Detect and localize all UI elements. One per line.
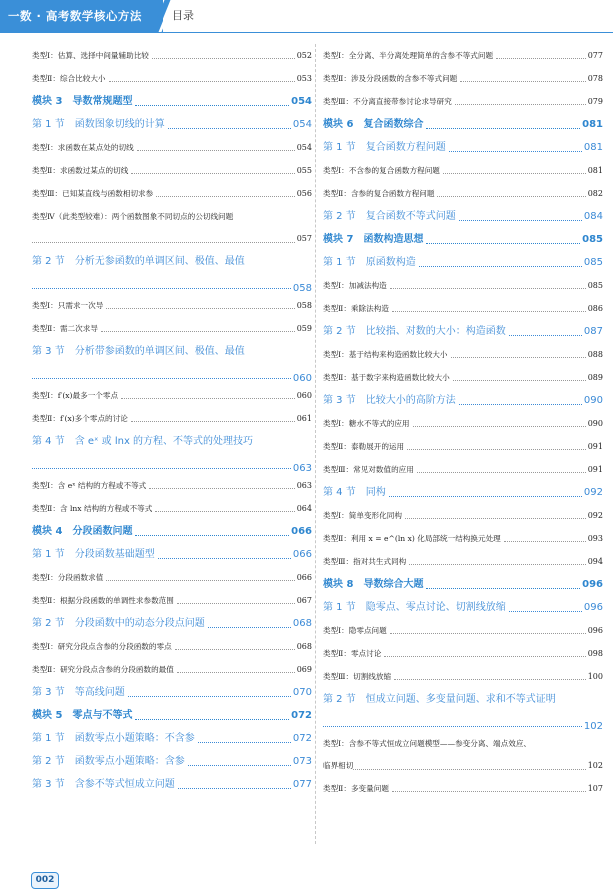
- toc-page-number: 054: [291, 96, 312, 107]
- toc-entry-title: 类型Ⅱ：含参的复合函数方程问题: [323, 189, 435, 198]
- toc-entry-title: 类型Ⅱ：零点讨论: [323, 649, 382, 658]
- column-divider: [315, 44, 316, 844]
- toc-type-entry[interactable]: [32, 497, 312, 520]
- toc-entry-title: 类型Ⅰ：求函数在某点处的切线: [32, 143, 134, 152]
- dot-leader: [152, 58, 295, 59]
- toc-page-number: 077: [292, 779, 312, 790]
- dot-leader: [413, 426, 586, 427]
- toc-module-entry[interactable]: [32, 704, 312, 727]
- toc-page-number: 072: [291, 710, 312, 721]
- toc-page-number: 093: [587, 534, 603, 543]
- dot-leader: [409, 564, 585, 565]
- dot-leader: [135, 105, 289, 106]
- toc-section-entry[interactable]: [323, 688, 603, 732]
- toc-page-number: 079: [587, 97, 603, 106]
- toc-type-entry[interactable]: [323, 619, 603, 642]
- toc-entry-title: 模块 8 导数综合大题: [323, 579, 424, 590]
- dot-leader: [460, 81, 585, 82]
- toc-entry-title: 类型Ⅳ（此类型较难）：两个函数图象不同切点的公切线问题: [32, 212, 234, 221]
- toc-entry-title: 类型Ⅱ：根据分段函数的单调性求参数范围: [32, 596, 174, 605]
- toc-entry-title: 类型Ⅰ：隐零点问题: [323, 626, 387, 635]
- toc-entry-title: 第 3 节 等高线问题: [32, 687, 125, 698]
- toc-page-number: 088: [587, 350, 603, 359]
- toc-page-number: 085: [587, 281, 603, 290]
- toc-page-number: 070: [292, 687, 312, 698]
- toc-section-entry[interactable]: [32, 681, 312, 704]
- toc-entry-title: 类型Ⅰ：加减法构造: [323, 281, 387, 290]
- dot-leader: [426, 588, 580, 589]
- toc-section-entry[interactable]: [32, 727, 312, 750]
- toc-page-number: 091: [587, 465, 603, 474]
- toc-entry-title: 类型Ⅱ：泰勒展开的运用: [323, 442, 405, 451]
- toc-entry-title: 第 4 节 含 eˣ 或 lnx 的方程、不等式的处理技巧: [32, 436, 254, 447]
- dot-leader: [323, 726, 582, 727]
- toc-entry-title: 类型Ⅱ：求函数过某点的切线: [32, 166, 129, 175]
- book-title: 一数 · 高考数学核心方法: [0, 0, 163, 32]
- toc-page-number: 054: [292, 119, 312, 130]
- toc-type-entry[interactable]: [32, 384, 312, 407]
- dot-leader: [504, 541, 586, 542]
- toc-page-number: 064: [296, 504, 312, 513]
- toc-page-number: 096: [583, 602, 603, 613]
- dot-leader: [131, 421, 295, 422]
- toc-section-entry[interactable]: [32, 543, 312, 566]
- dot-leader: [407, 449, 586, 450]
- section-title: 目录: [172, 9, 194, 22]
- dot-leader: [101, 331, 295, 332]
- toc-entry-title: 类型Ⅱ：f′(x)多个零点的讨论: [32, 414, 128, 423]
- toc-type-entry[interactable]: [323, 297, 603, 320]
- toc-section-entry[interactable]: [323, 389, 603, 412]
- toc-right-column: [323, 44, 603, 800]
- toc-entry-title: 类型Ⅲ：指对共生式同构: [323, 557, 407, 566]
- toc-page-number: 081: [587, 166, 603, 175]
- toc-entry-title: 类型Ⅲ：已知某直线与函数相切求参: [32, 189, 154, 198]
- dot-leader: [449, 151, 582, 152]
- dot-leader: [106, 308, 294, 309]
- toc-entry-title: 第 4 节 同构: [323, 487, 386, 498]
- dot-leader: [178, 788, 291, 789]
- toc-page-number: 096: [587, 626, 603, 635]
- toc-page-number: 054: [296, 143, 312, 152]
- toc-module-entry[interactable]: [323, 573, 603, 596]
- toc-entry-title: 类型Ⅱ：含 lnx 结构的方程或不等式: [32, 504, 153, 513]
- dot-leader: [135, 719, 289, 720]
- toc-entry-title: 类型Ⅰ：全分离、半分离处理简单的含参不等式问题: [323, 51, 494, 60]
- toc-page-number: 066: [292, 549, 312, 560]
- dot-leader: [389, 496, 582, 497]
- toc-page-number: 058: [296, 301, 312, 310]
- dot-leader: [459, 404, 582, 405]
- toc-page-number: 094: [587, 557, 603, 566]
- toc-module-entry[interactable]: [32, 520, 312, 543]
- dot-leader: [451, 357, 586, 358]
- toc-type-entry[interactable]: [323, 412, 603, 435]
- toc-section-entry[interactable]: [323, 205, 603, 228]
- toc-entry-leader-line: [32, 363, 312, 384]
- toc-type-entry[interactable]: [32, 635, 312, 658]
- toc-page-number: 081: [583, 142, 603, 153]
- toc-entry-title: 模块 5 零点与不等式: [32, 710, 133, 721]
- toc-entry-title: 类型Ⅱ：综合比较大小: [32, 74, 106, 83]
- toc-entry-title: 第 3 节 分析带参函数的单调区间、极值、最值: [32, 346, 245, 357]
- dot-leader: [394, 679, 586, 680]
- toc-entry-title: 类型Ⅱ：利用 x = e^(ln x) 化局部统一结构换元处理: [323, 534, 501, 543]
- toc-page-number: 052: [296, 51, 312, 60]
- toc-type-entry[interactable]: [323, 435, 603, 458]
- dot-leader: [455, 104, 586, 105]
- toc-page-number: 085: [583, 257, 603, 268]
- toc-entry-leader-line: [32, 273, 312, 294]
- toc-type-entry[interactable]: [32, 67, 312, 90]
- toc-type-entry[interactable]: [32, 182, 312, 205]
- toc-type-entry[interactable]: [323, 550, 603, 573]
- toc-entry-title: 第 2 节 分析无参函数的单调区间、极值、最值: [32, 256, 245, 267]
- toc-type-entry[interactable]: [323, 182, 603, 205]
- dot-leader: [390, 633, 586, 634]
- toc-page-number: 085: [582, 234, 603, 245]
- dot-leader: [384, 656, 585, 657]
- toc-entry-leader-line: [323, 711, 603, 732]
- toc-page-number: 090: [587, 419, 603, 428]
- dot-leader: [175, 649, 295, 650]
- toc-entry-title: 类型Ⅰ：分段函数求值: [32, 573, 104, 582]
- toc-entry-title: 第 2 节 复合函数不等式问题: [323, 211, 456, 222]
- toc-entry-title: 模块 3 导数常规题型: [32, 96, 133, 107]
- toc-type-entry[interactable]: [323, 732, 603, 777]
- toc-section-entry[interactable]: [32, 430, 312, 474]
- toc-type-entry[interactable]: [32, 136, 312, 159]
- dot-leader: [121, 398, 295, 399]
- toc-entry-title: 第 3 节 含参不等式恒成立问题: [32, 779, 175, 790]
- dot-leader: [437, 196, 585, 197]
- toc-module-entry[interactable]: [323, 228, 603, 251]
- toc-entry-title: 类型Ⅲ：常见对数值的应用: [323, 465, 414, 474]
- toc-entry-title: 类型Ⅰ：简单变形化同构: [323, 511, 402, 520]
- toc-entry-title: 类型Ⅰ：估算、选择中间量辅助比较: [32, 51, 149, 60]
- toc-page-number: 077: [587, 51, 603, 60]
- toc-section-entry[interactable]: [323, 320, 603, 343]
- toc-entry-title: 类型Ⅱ：乘除法构造: [323, 304, 389, 313]
- dot-leader: [198, 742, 291, 743]
- toc-section-entry[interactable]: [32, 773, 312, 796]
- toc-page-number: 073: [292, 756, 312, 767]
- dot-leader: [168, 128, 291, 129]
- toc-entry-title: 第 2 节 分段函数中的动态分段点问题: [32, 618, 205, 629]
- toc-entry-title: 第 1 节 函数图象切线的计算: [32, 119, 165, 130]
- dot-leader: [32, 468, 291, 469]
- dot-leader: [32, 288, 291, 289]
- toc-page-number: 068: [292, 618, 312, 629]
- dot-leader: [131, 173, 294, 174]
- toc-entry-title: 类型Ⅰ：糖水不等式的应用: [323, 419, 410, 428]
- toc-page-number: 096: [582, 579, 603, 590]
- toc-entry-title: 类型Ⅱ：基于数字来构造函数比较大小: [323, 373, 450, 382]
- page-number: 002: [31, 872, 59, 889]
- toc-page-number: 102: [583, 721, 603, 732]
- toc-type-entry[interactable]: [32, 317, 312, 340]
- toc-entry-title: 类型Ⅰ：不含参的复合函数方程问题: [323, 166, 440, 175]
- toc-type-entry[interactable]: [32, 407, 312, 430]
- toc-page-number: 072: [292, 733, 312, 744]
- toc-section-entry[interactable]: [323, 136, 603, 159]
- toc-section-entry[interactable]: [323, 251, 603, 274]
- dot-leader: [32, 378, 291, 379]
- page-header: [0, 0, 613, 32]
- toc-type-entry[interactable]: [32, 294, 312, 317]
- toc-page-number: 087: [583, 326, 603, 337]
- dot-leader: [419, 266, 582, 267]
- toc-entry-title: 类型Ⅰ：研究分段点含参的分段函数的零点: [32, 642, 172, 651]
- toc-entry-title: 类型Ⅲ：不分离直接带参讨论求导研究: [323, 97, 452, 106]
- toc-type-entry[interactable]: [323, 274, 603, 297]
- dot-leader: [32, 242, 295, 243]
- dot-leader: [496, 58, 586, 59]
- toc-entry-title: 第 2 节 函数零点小题策略：含参: [32, 756, 185, 767]
- toc-entry-title: 模块 7 函数构造思想: [323, 234, 424, 245]
- toc-page-number: 068: [296, 642, 312, 651]
- toc-page-number: 090: [583, 395, 603, 406]
- toc-page-number: 063: [296, 481, 312, 490]
- dot-leader: [453, 380, 586, 381]
- toc-page-number: 086: [587, 304, 603, 313]
- toc-type-entry[interactable]: [32, 44, 312, 67]
- dot-leader: [156, 196, 294, 197]
- toc-page-number: 081: [582, 119, 603, 130]
- toc-type-entry[interactable]: [323, 642, 603, 665]
- toc-page-number: 055: [296, 166, 312, 175]
- toc-entry-title: 类型Ⅰ：f′(x)最多一个零点: [32, 391, 119, 400]
- toc-page-number: 063: [292, 463, 312, 474]
- dot-leader: [106, 580, 294, 581]
- toc-type-entry[interactable]: [323, 527, 603, 550]
- toc-page-number: 084: [583, 211, 603, 222]
- dot-leader: [390, 288, 586, 289]
- toc-type-entry[interactable]: [323, 67, 603, 90]
- toc-entry-title: 类型Ⅲ：切割线放缩: [323, 672, 392, 681]
- toc-entry-title: 模块 4 分段函数问题: [32, 526, 133, 537]
- toc-entry-title: 类型Ⅰ：只需求一次导: [32, 301, 104, 310]
- dot-leader: [509, 611, 582, 612]
- toc-entry-title: 第 1 节 复合函数方程问题: [323, 142, 446, 153]
- toc-type-entry[interactable]: [323, 366, 603, 389]
- dot-leader: [177, 672, 295, 673]
- toc-page-number: 060: [296, 391, 312, 400]
- dot-leader: [509, 335, 582, 336]
- dot-leader: [459, 220, 582, 221]
- toc-entry-title: 类型Ⅰ：含参不等式恒成立问题模型——参变分离、端点效应、: [323, 739, 532, 748]
- toc-section-entry[interactable]: [32, 250, 312, 294]
- toc-page-number: 091: [587, 442, 603, 451]
- toc-type-entry[interactable]: [323, 777, 603, 800]
- toc-entry-title: 类型Ⅱ：涉及分段函数的含参不等式问题: [323, 74, 458, 83]
- toc-section-entry[interactable]: [32, 113, 312, 136]
- dot-leader: [392, 791, 586, 792]
- toc-module-entry[interactable]: [323, 113, 603, 136]
- toc-entry-title: 类型Ⅱ：需二次求导: [32, 324, 98, 333]
- toc-page-number: 100: [587, 672, 603, 681]
- dot-leader: [443, 173, 586, 174]
- toc-entry-title: 第 1 节 分段函数基础题型: [32, 549, 155, 560]
- toc-page-number: 069: [296, 665, 312, 674]
- toc-page-number: 061: [296, 414, 312, 423]
- toc-page-number: 098: [587, 649, 603, 658]
- toc-entry-title: 类型Ⅰ：基于结构来构造函数比较大小: [323, 350, 448, 359]
- toc-type-entry[interactable]: [323, 458, 603, 481]
- dot-leader: [149, 488, 294, 489]
- toc-entry-leader-line: [323, 755, 603, 777]
- toc-type-entry[interactable]: [323, 665, 603, 688]
- toc-page-number: 082: [587, 189, 603, 198]
- toc-type-entry[interactable]: [323, 343, 603, 366]
- dot-leader: [109, 81, 295, 82]
- toc-type-entry[interactable]: [323, 504, 603, 527]
- dot-leader: [137, 150, 295, 151]
- toc-page-number: 060: [292, 373, 312, 384]
- dot-leader: [353, 769, 585, 770]
- toc-entry-title: 第 1 节 函数零点小题策略：不含参: [32, 733, 195, 744]
- dot-leader: [135, 535, 289, 536]
- dot-leader: [392, 311, 586, 312]
- toc-section-entry[interactable]: [32, 340, 312, 384]
- toc-entry-title: 类型Ⅰ：含 eˣ 结构的方程或不等式: [32, 481, 147, 490]
- toc-page-number: 057: [296, 234, 312, 243]
- toc-entry-title: 第 1 节 隐零点、零点讨论、切割线放缩: [323, 602, 506, 613]
- toc-entry-title: 第 3 节 比较大小的高阶方法: [323, 395, 456, 406]
- toc-section-entry[interactable]: [323, 596, 603, 619]
- toc-page-number: 102: [587, 761, 603, 770]
- dot-leader: [426, 128, 580, 129]
- toc-type-entry[interactable]: [32, 474, 312, 497]
- dot-leader: [426, 243, 580, 244]
- toc-page-number: 107: [587, 784, 603, 793]
- toc-page-number: 053: [296, 74, 312, 83]
- dot-leader: [405, 518, 586, 519]
- toc-page-number: 066: [296, 573, 312, 582]
- toc-section-entry[interactable]: [32, 612, 312, 635]
- toc-page-number: 058: [292, 283, 312, 294]
- toc-type-entry[interactable]: [32, 159, 312, 182]
- toc-entry-title: 类型Ⅱ：多变量问题: [323, 784, 389, 793]
- dot-leader: [177, 603, 295, 604]
- toc-left-column: [32, 44, 312, 796]
- toc-section-entry[interactable]: [323, 481, 603, 504]
- toc-type-entry[interactable]: [32, 566, 312, 589]
- toc-page-number: 066: [291, 526, 312, 537]
- toc-entry-title-continued: 临界相切: [323, 761, 354, 770]
- toc-type-entry[interactable]: [32, 589, 312, 612]
- toc-page-number: 078: [587, 74, 603, 83]
- toc-entry-leader-line: [32, 453, 312, 474]
- toc-type-entry[interactable]: [323, 90, 603, 113]
- toc-type-entry[interactable]: [32, 205, 312, 250]
- toc-type-entry[interactable]: [323, 159, 603, 182]
- toc-page-number: 092: [583, 487, 603, 498]
- dot-leader: [128, 696, 291, 697]
- dot-leader: [188, 765, 291, 766]
- toc-type-entry[interactable]: [323, 44, 603, 67]
- toc-entry-title: 第 1 节 原函数构造: [323, 257, 416, 268]
- dot-leader: [158, 558, 291, 559]
- header-rule: [0, 32, 613, 33]
- toc-page-number: 067: [296, 596, 312, 605]
- dot-leader: [208, 627, 291, 628]
- toc-entry-title: 第 2 节 比较指、对数的大小：构造函数: [323, 326, 506, 337]
- toc-entry-title: 第 2 节 恒成立问题、多变量问题、求和不等式证明: [323, 694, 556, 705]
- dot-leader: [417, 472, 586, 473]
- toc-module-entry[interactable]: [32, 90, 312, 113]
- toc-type-entry[interactable]: [32, 658, 312, 681]
- toc-entry-leader-line: [32, 228, 312, 250]
- toc-entry-title: 模块 6 复合函数综合: [323, 119, 424, 130]
- toc-entry-title: 类型Ⅱ：研究分段点含参的分段函数的最值: [32, 665, 174, 674]
- toc-page-number: 089: [587, 373, 603, 382]
- toc-page-number: 092: [587, 511, 603, 520]
- toc-section-entry[interactable]: [32, 750, 312, 773]
- dot-leader: [155, 511, 294, 512]
- toc-page-number: 056: [296, 189, 312, 198]
- toc-page-number: 059: [296, 324, 312, 333]
